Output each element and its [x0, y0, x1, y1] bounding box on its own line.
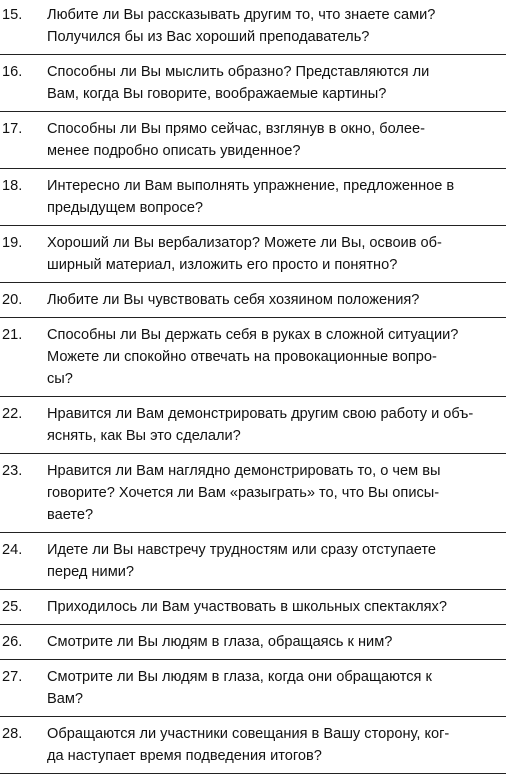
question-row — [0, 660, 506, 717]
question-number: 21. — [0, 318, 46, 397]
question-text: Хороший ли Вы вербализатор? Можете ли Вы, освоив об- ширный материал, изложить его просто и понятно? — [46, 226, 506, 283]
question-row — [0, 590, 506, 625]
question-number: 15. — [0, 0, 46, 55]
question-row — [0, 55, 506, 112]
question-number: 16. — [0, 55, 46, 112]
question-row — [0, 169, 506, 226]
question-row — [0, 533, 506, 590]
question-number: 20. — [0, 283, 46, 318]
question-number: 26. — [0, 625, 46, 660]
question-text: Любите ли Вы рассказывать другим то, что знаете сами? Получился бы из Вас хороший преподаватель? — [46, 0, 506, 55]
question-text: Способны ли Вы мыслить образно? Представляются ли Вам, когда Вы говорите, воображаемые картины? — [46, 55, 506, 112]
question-row — [0, 283, 506, 318]
question-row — [0, 397, 506, 454]
question-number: 22. — [0, 397, 46, 454]
question-number: 25. — [0, 590, 46, 625]
question-number: 24. — [0, 533, 46, 590]
question-row — [0, 112, 506, 169]
question-text: Приходилось ли Вам участвовать в школьных спектаклях? — [46, 590, 506, 625]
question-number: 18. — [0, 169, 46, 226]
question-text: Интересно ли Вам выполнять упражнение, предложенное в предыдущем вопросе? — [46, 169, 506, 226]
question-row — [0, 454, 506, 533]
question-number: 23. — [0, 454, 46, 533]
question-text: Способны ли Вы держать себя в руках в сложной ситуации? Можете ли спокойно отвечать на провокационные вопро- сы? — [46, 318, 506, 397]
question-text: Нравится ли Вам демонстрировать другим свою работу и объ- яснять, как Вы это сделали? — [46, 397, 506, 454]
question-text: Способны ли Вы прямо сейчас, взглянув в окно, более- менее подробно описать увиденное? — [46, 112, 506, 169]
question-text: Смотрите ли Вы людям в глаза, обращаясь к ним? — [46, 625, 506, 660]
question-text: Идете ли Вы навстречу трудностям или сразу отступаете перед ними? — [46, 533, 506, 590]
question-row — [0, 625, 506, 660]
question-number: 19. — [0, 226, 46, 283]
question-number: 28. — [0, 717, 46, 774]
question-row — [0, 717, 506, 774]
question-text: Смотрите ли Вы людям в глаза, когда они обращаются к Вам? — [46, 660, 506, 717]
question-number: 17. — [0, 112, 46, 169]
question-row — [0, 318, 506, 397]
question-text: Нравится ли Вам наглядно демонстрировать то, о чем вы говорите? Хочется ли Вам «разыграть» то, что Вы описы- ваете? — [46, 454, 506, 533]
question-text: Обращаются ли участники совещания в Вашу сторону, ког- да наступает время подведения итогов? — [46, 717, 506, 774]
question-row — [0, 0, 506, 55]
question-text: Любите ли Вы чувствовать себя хозяином положения? — [46, 283, 506, 318]
question-number: 27. — [0, 660, 46, 717]
question-row — [0, 226, 506, 283]
